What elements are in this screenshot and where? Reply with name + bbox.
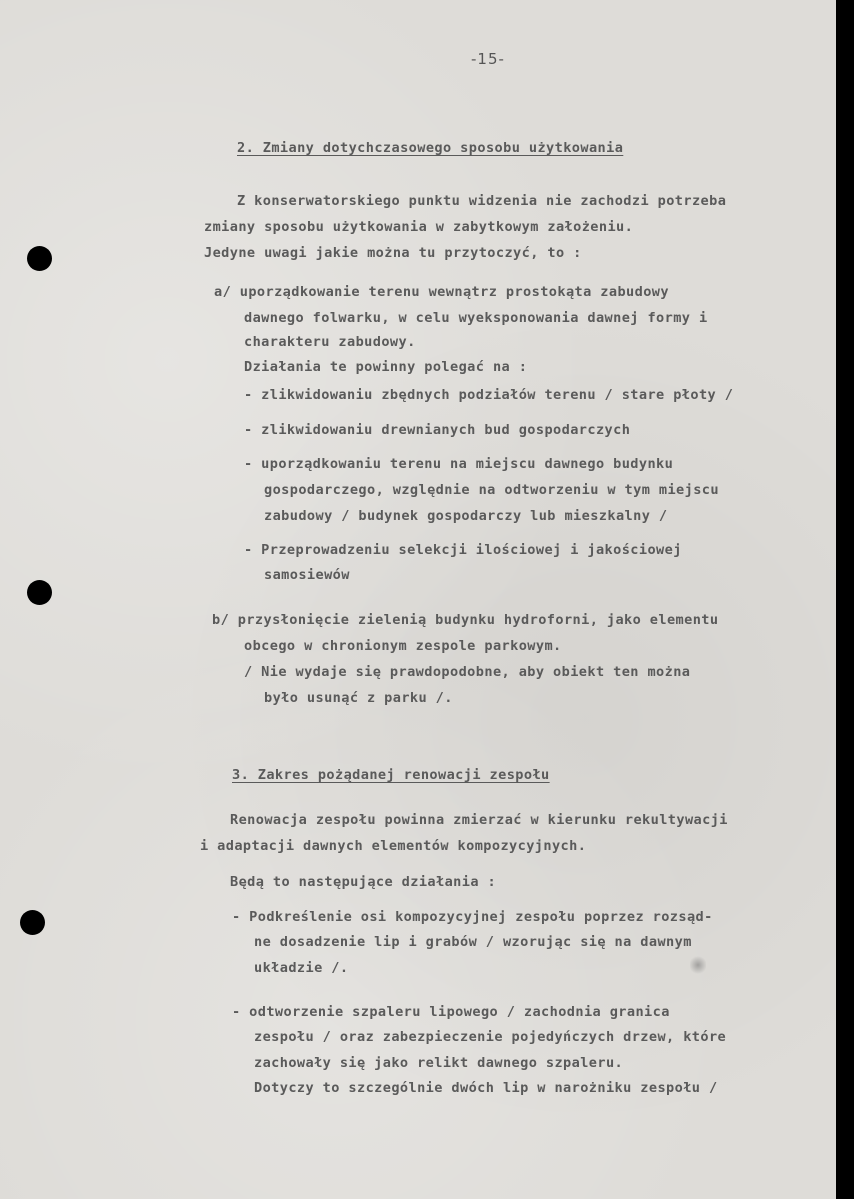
bullet-line: zespołu / oraz zabezpieczenie pojedyńczych drzew, które xyxy=(254,1029,727,1045)
bullet-line: - uporządkowaniu terenu na miejscu dawnego budynku xyxy=(244,456,674,472)
punch-hole xyxy=(27,246,52,271)
section-2-intro-line: Z konserwatorskiego punktu widzenia nie zachodzi potrzeba xyxy=(237,193,727,209)
bullet-line: - zlikwidowaniu drewnianych bud gospodarczych xyxy=(244,422,631,438)
page-number: -15- xyxy=(471,50,505,68)
item-b-line: obcego w chronionym zespole parkowym. xyxy=(244,638,562,654)
bullet-line: - Przeprowadzeniu selekcji ilościowej i jakościowej xyxy=(244,542,682,558)
bullet-line: układzie /. xyxy=(254,960,349,976)
ink-smudge xyxy=(690,955,706,975)
bullet-line: Dotyczy to szczególnie dwóch lip w narożniku zespołu / xyxy=(254,1080,718,1096)
item-a-line: dawnego folwarku, w celu wyeksponowania dawnej formy i xyxy=(244,310,708,326)
bullet-line: - Podkreślenie osi kompozycyjnej zespołu poprzez rozsąd- xyxy=(232,909,713,925)
bullet-line: - zlikwidowaniu zbędnych podziałów terenu / stare płoty / xyxy=(244,387,734,403)
list-intro: Będą to następujące działania : xyxy=(230,874,497,890)
section-3-intro-line: i adaptacji dawnych elementów kompozycyjnych. xyxy=(200,838,587,854)
bullet-line: ne dosadzenie lip i grabów / wzorując się na dawnym xyxy=(254,934,692,950)
item-b-line: / Nie wydaje się prawdopodobne, aby obiekt ten można xyxy=(244,664,691,680)
item-a-line: charakteru zabudowy. xyxy=(244,334,416,350)
punch-hole xyxy=(27,580,52,605)
item-b-line: b/ przysłonięcie zielenią budynku hydroforni, jako elementu xyxy=(212,612,719,628)
section-3-intro-line: Renowacja zespołu powinna zmierzać w kierunku rekultywacji xyxy=(230,812,728,828)
bullet-line: - odtworzenie szpaleru lipowego / zachodnia granica xyxy=(232,1004,670,1020)
item-a-line: a/ uporządkowanie terenu wewnątrz prostokąta zabudowy xyxy=(214,284,669,300)
bullet-line: zachowały się jako relikt dawnego szpaleru. xyxy=(254,1055,624,1071)
section-2-intro-line: Jedyne uwagi jakie można tu przytoczyć, to : xyxy=(204,245,582,261)
section-3-heading: 3. Zakres pożądanej renowacji zespołu xyxy=(232,767,550,783)
bullet-line: zabudowy / budynek gospodarczy lub mieszkalny / xyxy=(264,508,668,524)
actions-intro: Działania te powinny polegać na : xyxy=(244,359,528,375)
bullet-line: gospodarczego, względnie na odtworzeniu w tym miejscu xyxy=(264,482,719,498)
punch-hole xyxy=(20,910,45,935)
section-2-heading: 2. Zmiany dotychczasowego sposobu użytkowania xyxy=(237,140,624,156)
item-b-line: było usunąć z parku /. xyxy=(264,690,453,706)
bullet-line: samosiewów xyxy=(264,567,350,583)
section-2-intro-line: zmiany sposobu użytkowania w zabytkowym założeniu. xyxy=(204,219,634,235)
